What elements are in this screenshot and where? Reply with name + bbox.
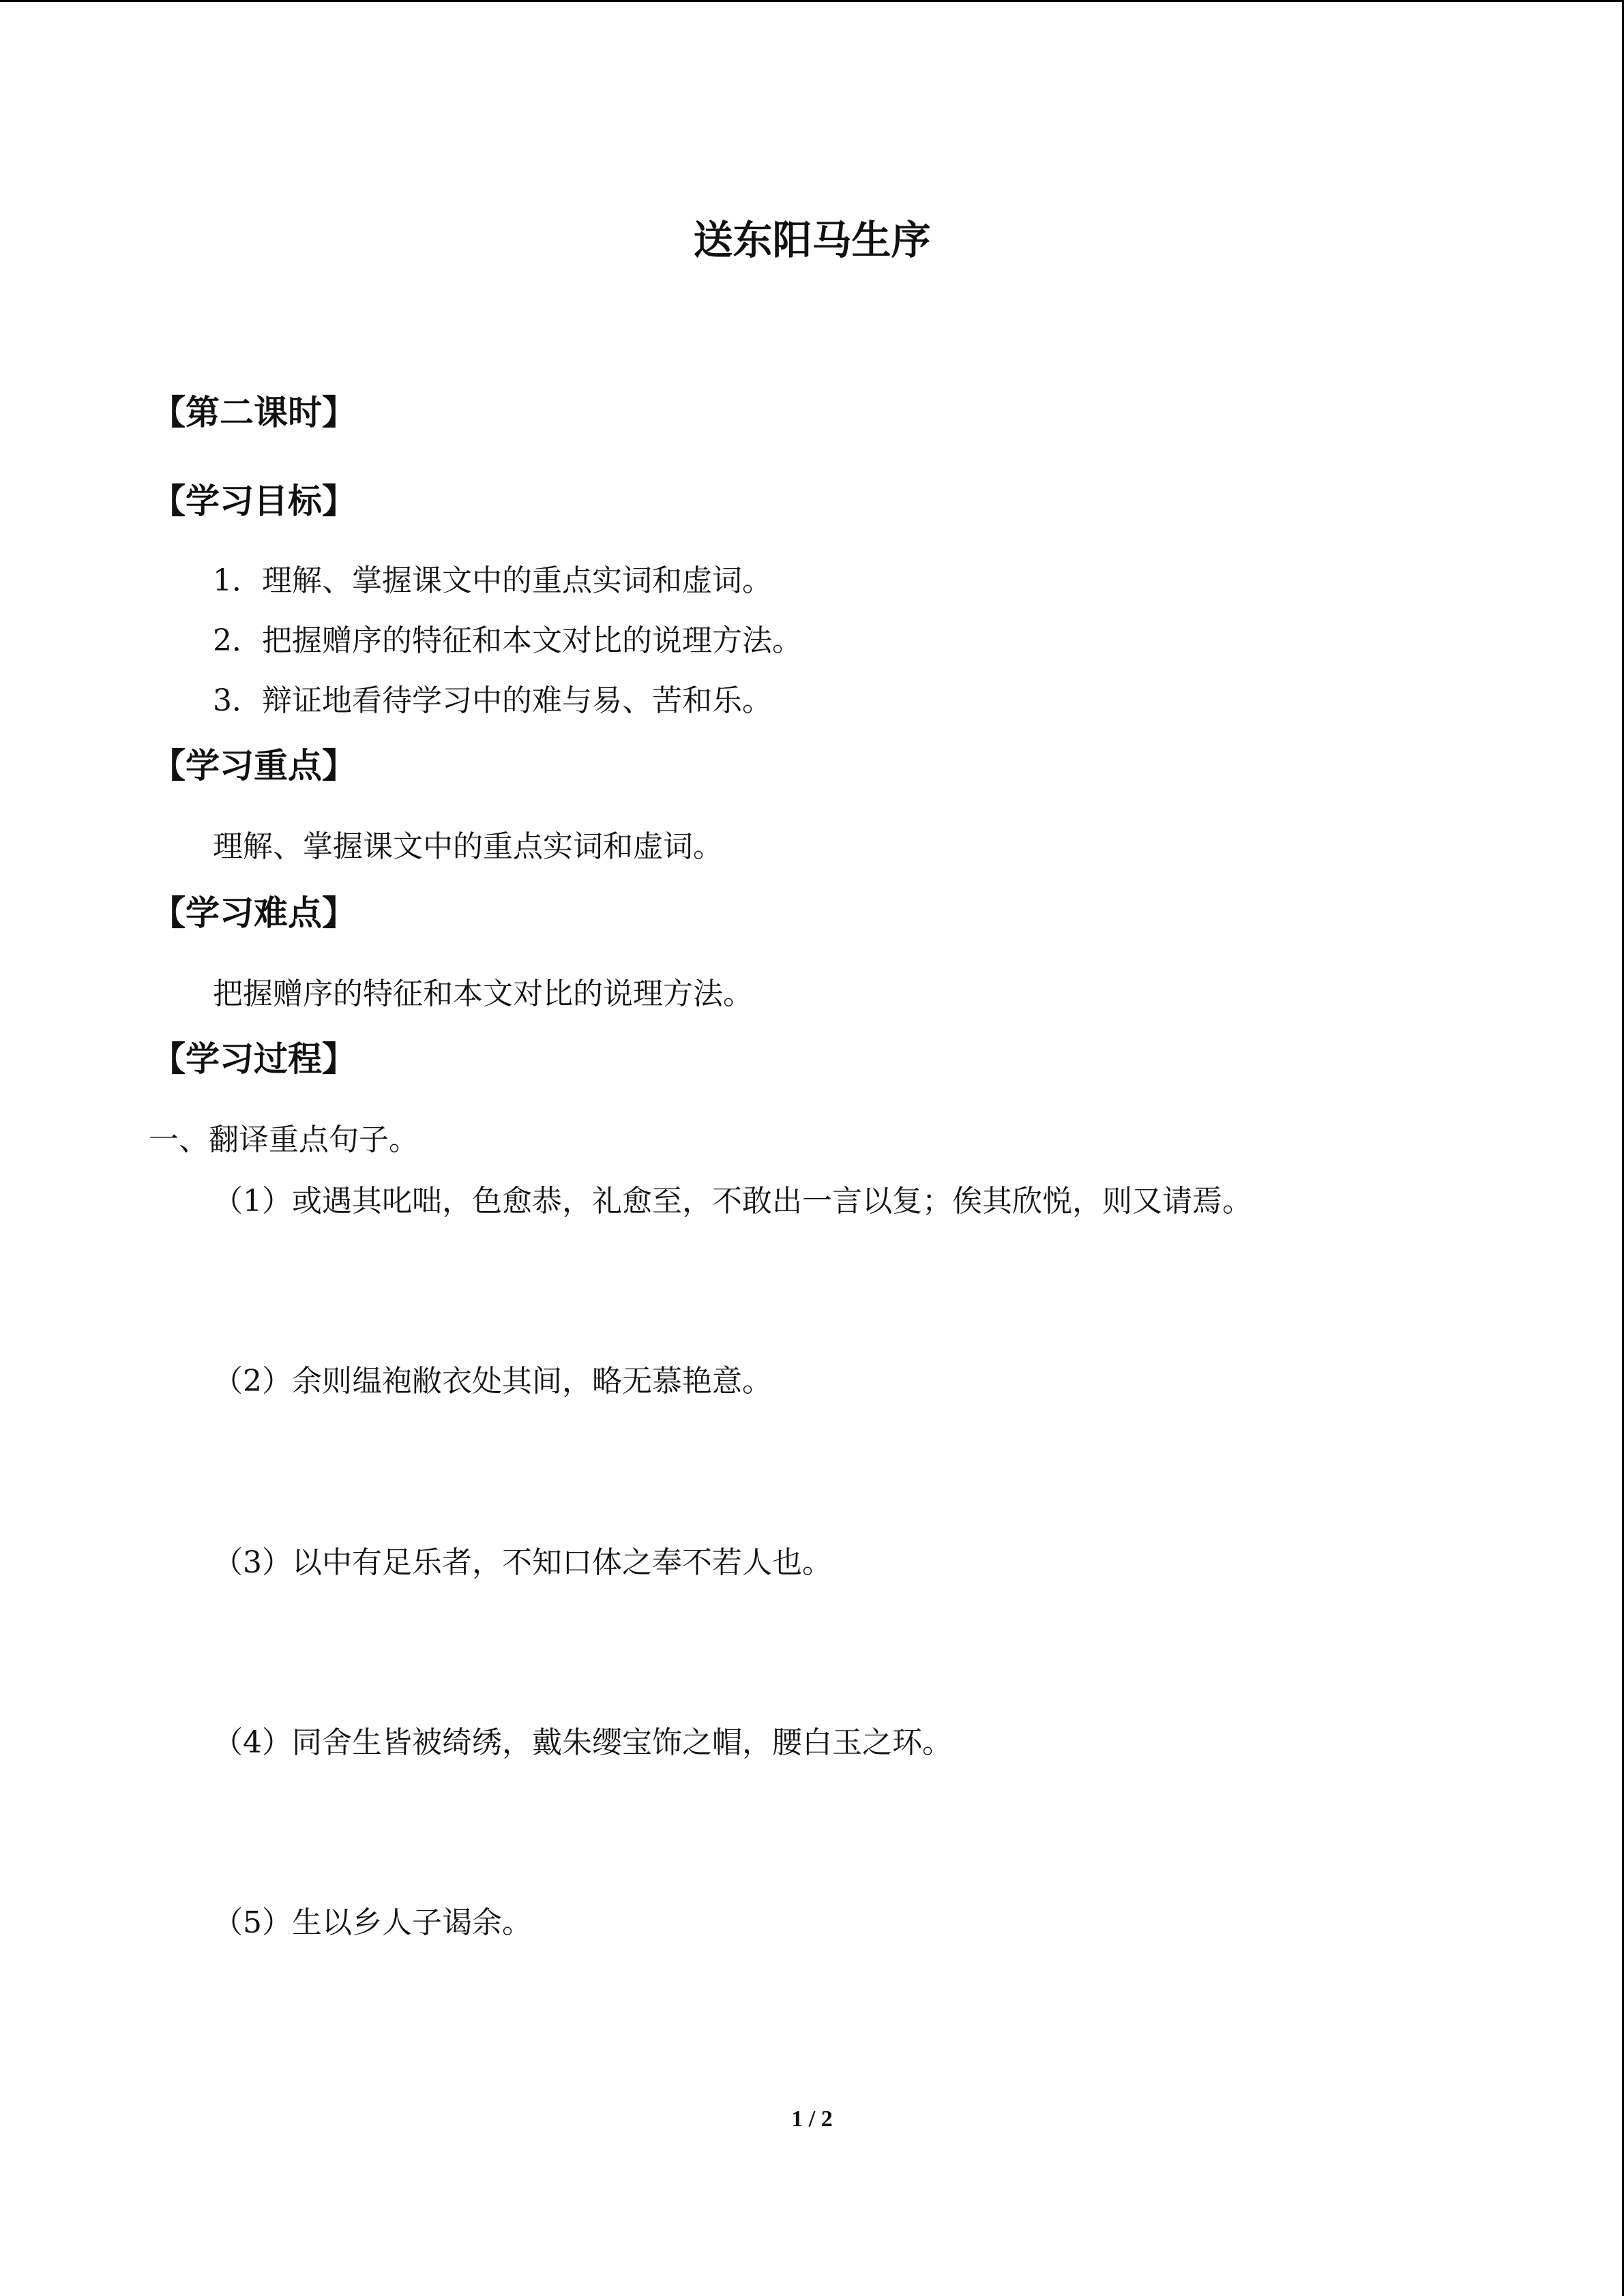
key-points-heading: 【学习重点】 [151,746,356,786]
page-number: 1 / 2 [791,2106,833,2132]
sentence-item-4: （4）同舍生皆被绮绣，戴朱缨宝饰之帽，腰白玉之环。 [213,1725,952,1760]
difficulties-heading: 【学习难点】 [151,893,356,933]
objective-item-3: 3．辩证地看待学习中的难与易、苦和乐。 [213,683,772,718]
page-border-top [0,0,1624,2]
objective-item-2: 2．把握赠序的特征和本文对比的说理方法。 [213,623,802,658]
lesson-heading: 【第二课时】 [151,393,356,432]
process-heading: 【学习过程】 [151,1039,356,1079]
difficulties-text: 把握赠序的特征和本文对比的说理方法。 [213,976,753,1011]
sentence-item-1: （1）或遇其叱咄，色愈恭，礼愈至，不敢出一言以复；俟其欣悦，则又请焉。 [213,1184,1252,1219]
sentence-item-3: （3）以中有足乐者，不知口体之奉不若人也。 [213,1545,832,1580]
sentence-item-5: （5）生以乡人子谒余。 [213,1905,532,1940]
objective-item-1: 1．理解、掌握课文中的重点实词和虚词。 [213,563,772,598]
key-points-text: 理解、掌握课文中的重点实词和虚词。 [213,829,723,864]
sentence-item-2: （2）余则缊袍敝衣处其间，略无慕艳意。 [213,1364,772,1399]
objectives-heading: 【学习目标】 [151,481,356,521]
document-title: 送东阳马生序 [693,217,931,263]
part-one-heading: 一、翻译重点句子。 [149,1122,419,1157]
